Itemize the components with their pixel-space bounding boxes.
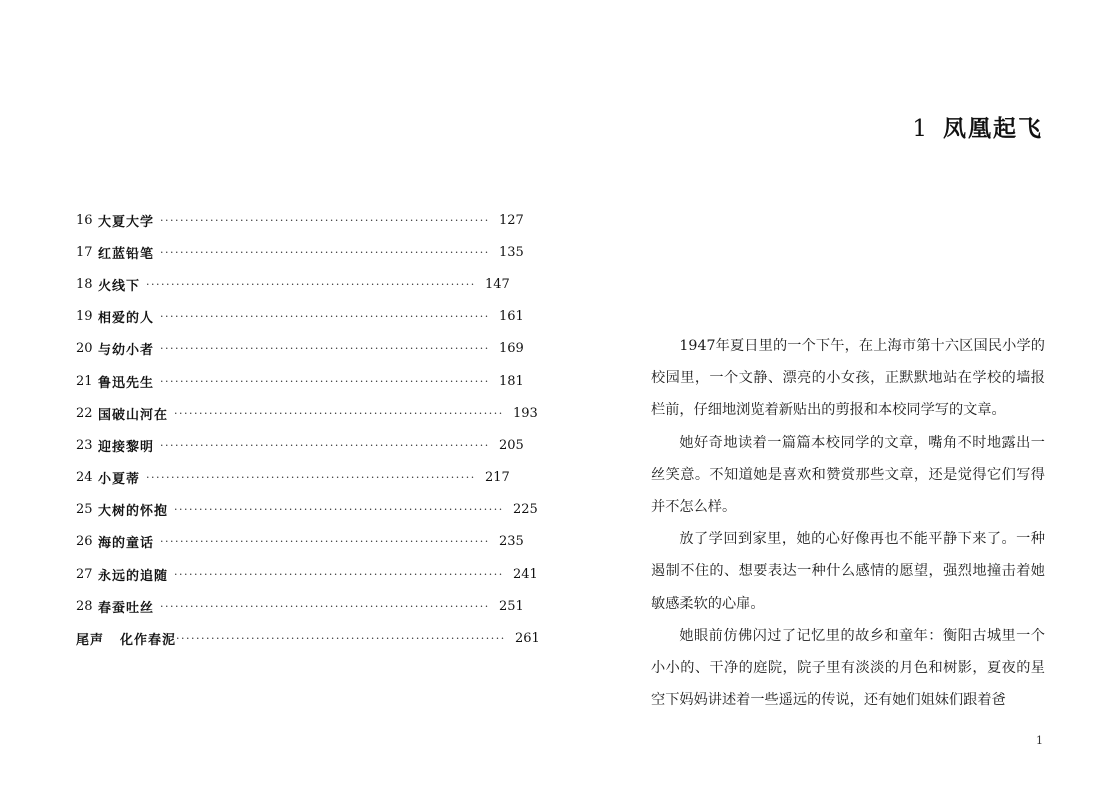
- toc-leader-dots: ··································································: [160, 535, 490, 549]
- toc-entry[interactable]: [76, 333, 524, 365]
- toc-entry-page: 241: [512, 566, 538, 582]
- toc-entry[interactable]: [76, 236, 524, 268]
- body-paragraph: 放了学回到家里，她的心好像再也不能平静下来了。一种遏制不住的、想要表达一种什么感情的愿望，强烈地撞击着她敏感柔软的心扉。: [651, 531, 1045, 612]
- toc-entry-page: 135: [498, 244, 524, 260]
- toc-leader-dots: ··································································: [160, 599, 490, 613]
- toc-entry-number: 27: [76, 566, 93, 582]
- toc-leader-dots: ··································································: [174, 503, 504, 517]
- toc-entry[interactable]: [76, 462, 510, 494]
- toc-entry-page: 161: [498, 309, 524, 325]
- toc-leader-dots: ··································································: [174, 567, 504, 581]
- toc-entry-page: 169: [498, 341, 524, 357]
- toc-entry-title: 红蓝铅笔: [98, 246, 155, 262]
- page-number: 1: [1036, 734, 1043, 747]
- toc-entry-title: 海的童话: [98, 536, 155, 552]
- table-of-contents: [76, 204, 540, 655]
- toc-entry[interactable]: [76, 590, 524, 622]
- toc-entry-number: 24: [76, 470, 93, 486]
- toc-entry[interactable]: [76, 494, 538, 526]
- toc-entry-number: 18: [76, 276, 93, 292]
- toc-entry-title: 火线下: [98, 278, 141, 294]
- toc-leader-dots: ··································································: [160, 310, 490, 324]
- toc-entry-number: 25: [76, 502, 93, 518]
- chapter-title: 凤凰起飞: [943, 115, 1043, 142]
- toc-entry[interactable]: [76, 526, 524, 558]
- toc-entry-page: 193: [512, 405, 538, 421]
- toc-entry-title: 小夏蒂: [98, 472, 141, 488]
- toc-entry-title: 大夏大学: [98, 214, 155, 230]
- chapter-body: [651, 330, 1045, 716]
- toc-entry-number: 16: [76, 212, 93, 228]
- toc-leader-dots: ··································································: [146, 471, 476, 485]
- toc-entry-page: 205: [498, 437, 524, 453]
- body-paragraph: 1947年夏日里的一个下午，在上海市第十六区国民小学的校园里，一个文静、漂亮的小女孩，正默默地站在学校的墙报栏前，仔细地浏览着新贴出的剪报和本校同学写的文章。: [651, 338, 1045, 419]
- toc-leader-dots: ··································································: [160, 245, 490, 259]
- toc-entry[interactable]: [76, 268, 510, 300]
- toc-entry-title: 化作春泥: [120, 633, 177, 649]
- toc-entry-title: 春蚕吐丝: [98, 600, 155, 616]
- toc-entry-epilogue[interactable]: [76, 622, 540, 654]
- toc-entry[interactable]: [76, 429, 524, 461]
- toc-entry-title: 鲁迅先生: [98, 375, 155, 391]
- toc-entry-page: 147: [484, 276, 510, 292]
- toc-epilogue-prefix: 尾声: [76, 633, 105, 649]
- toc-entry[interactable]: [76, 301, 524, 333]
- toc-leader-dots: ··································································: [160, 438, 490, 452]
- toc-entry-page: 261: [514, 631, 540, 647]
- toc-entry-page: 251: [498, 598, 524, 614]
- toc-leader-dots: ··································································: [160, 213, 490, 227]
- toc-entry-page: 225: [512, 502, 538, 518]
- toc-entry-number: 22: [76, 405, 93, 421]
- toc-entry-number: 19: [76, 309, 93, 325]
- toc-entry-number: 20: [76, 341, 93, 357]
- toc-leader-dots: ··································································: [160, 342, 490, 356]
- toc-entry-number: 17: [76, 244, 93, 260]
- toc-entry[interactable]: [76, 365, 524, 397]
- toc-entry-title: 与幼小者: [98, 343, 155, 359]
- body-paragraph: 她眼前仿佛闪过了记忆里的故乡和童年：衡阳古城里一个小小的、干净的庭院，院子里有淡淡的月色和树影，夏夜的星空下妈妈讲述着一些遥远的传说，还有她们姐妹们跟着爸: [651, 627, 1045, 709]
- toc-leader-dots: ··································································: [146, 277, 476, 291]
- toc-leader-dots: ··································································: [160, 374, 490, 388]
- toc-entry-title: 相爱的人: [98, 311, 155, 327]
- toc-entry-title: 大树的怀抱: [98, 504, 169, 520]
- toc-entry[interactable]: [76, 558, 538, 590]
- toc-entry-title: 迎接黎明: [98, 439, 155, 455]
- toc-entry-page: 181: [498, 373, 524, 389]
- toc-entry[interactable]: [76, 204, 524, 236]
- toc-entry-title: 永远的追随: [98, 568, 169, 584]
- body-paragraph: 她好奇地读着一篇篇本校同学的文章，嘴角不时地露出一丝笑意。不知道她是喜欢和赞赏那些文章，还是觉得它们写得并不怎么样。: [651, 434, 1045, 516]
- toc-leader-dots: ··································································: [176, 632, 506, 646]
- toc-leader-dots: ··································································: [174, 406, 504, 420]
- chapter-number: 1: [912, 116, 929, 142]
- toc-entry-number: 23: [76, 437, 93, 453]
- chapter-heading: [912, 110, 1043, 143]
- toc-entry-page: 235: [498, 534, 524, 550]
- toc-entry-number: 21: [76, 373, 93, 389]
- toc-entry-number: 26: [76, 534, 93, 550]
- toc-entry-title: 国破山河在: [98, 407, 169, 423]
- toc-entry-page: 217: [484, 470, 510, 486]
- toc-entry-number: 28: [76, 598, 93, 614]
- toc-entry[interactable]: [76, 397, 538, 429]
- toc-entry-page: 127: [498, 212, 524, 228]
